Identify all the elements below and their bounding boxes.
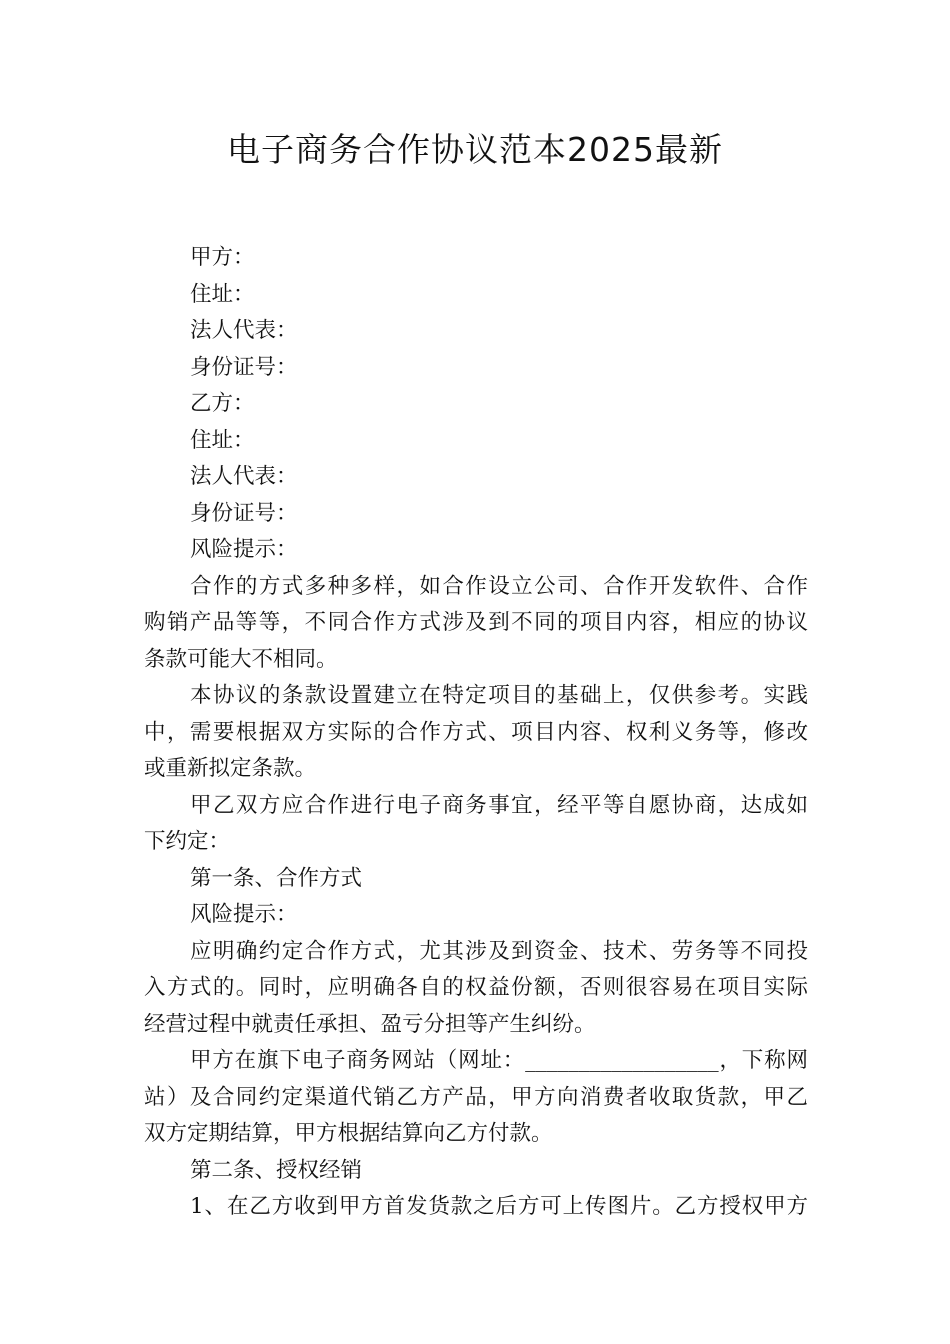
paragraph-line: 中，需要根据双方实际的合作方式、项目内容、权利义务等，修改 — [144, 719, 808, 745]
party-a-address-label: 住址： — [190, 281, 255, 307]
party-b-legal-rep-label: 法人代表： — [190, 464, 298, 489]
party-a-id-number-label: 身份证号： — [190, 354, 298, 380]
paragraph-line: 经营过程中就责任承担、盈亏分担等产生纠纷。 — [144, 1011, 596, 1037]
paragraph-line: 甲乙双方应合作进行电子商务事宜，经平等自愿协商，达成如 — [190, 792, 808, 818]
paragraph-line: 应明确约定合作方式，尤其涉及到资金、技术、劳务等不同投 — [190, 938, 808, 964]
paragraph-line: 合作的方式多种多样，如合作设立公司、合作开发软件、合作 — [190, 573, 808, 599]
risk-notice-heading: 风险提示： — [190, 537, 298, 562]
article-heading: 第二条、授权经销 — [190, 1157, 363, 1183]
paragraph-line: 本协议的条款设置建立在特定项目的基础上，仅供参考。实践 — [190, 683, 808, 708]
paragraph-line: 条款可能大不相同。 — [144, 646, 338, 672]
party-b-id-number-label: 身份证号： — [190, 500, 298, 526]
party-b-address-label: 住址： — [190, 427, 255, 453]
paragraph-line: 购销产品等等，不同合作方式涉及到不同的项目内容，相应的协议 — [144, 610, 808, 635]
paragraph-line: 甲方在旗下电子商务网站（网址：__________________，下称网 — [190, 1048, 808, 1073]
document-title: 电子商务合作协议范本2025最新 — [227, 130, 723, 169]
risk-notice-heading: 风险提示： — [190, 902, 298, 927]
paragraph-line: 1、在乙方收到甲方首发货款之后方可上传图片。乙方授权甲方 — [190, 1194, 808, 1219]
paragraph-line: 双方定期结算，甲方根据结算向乙方付款。 — [144, 1121, 553, 1146]
document-body — [144, 240, 808, 1226]
party-b-label: 乙方： — [190, 391, 255, 416]
paragraph-line: 下约定： — [144, 829, 231, 854]
paragraph-line: 或重新拟定条款。 — [144, 756, 317, 781]
party-a-legal-rep-label: 法人代表： — [190, 318, 298, 343]
party-a-label: 甲方： — [190, 245, 255, 270]
article-heading: 第一条、合作方式 — [190, 865, 363, 891]
paragraph-line: 站）及合同约定渠道代销乙方产品，甲方向消费者收取货款，甲乙 — [144, 1084, 808, 1110]
paragraph-line: 入方式的。同时，应明确各自的权益份额，否则很容易在项目实际 — [144, 975, 808, 1000]
